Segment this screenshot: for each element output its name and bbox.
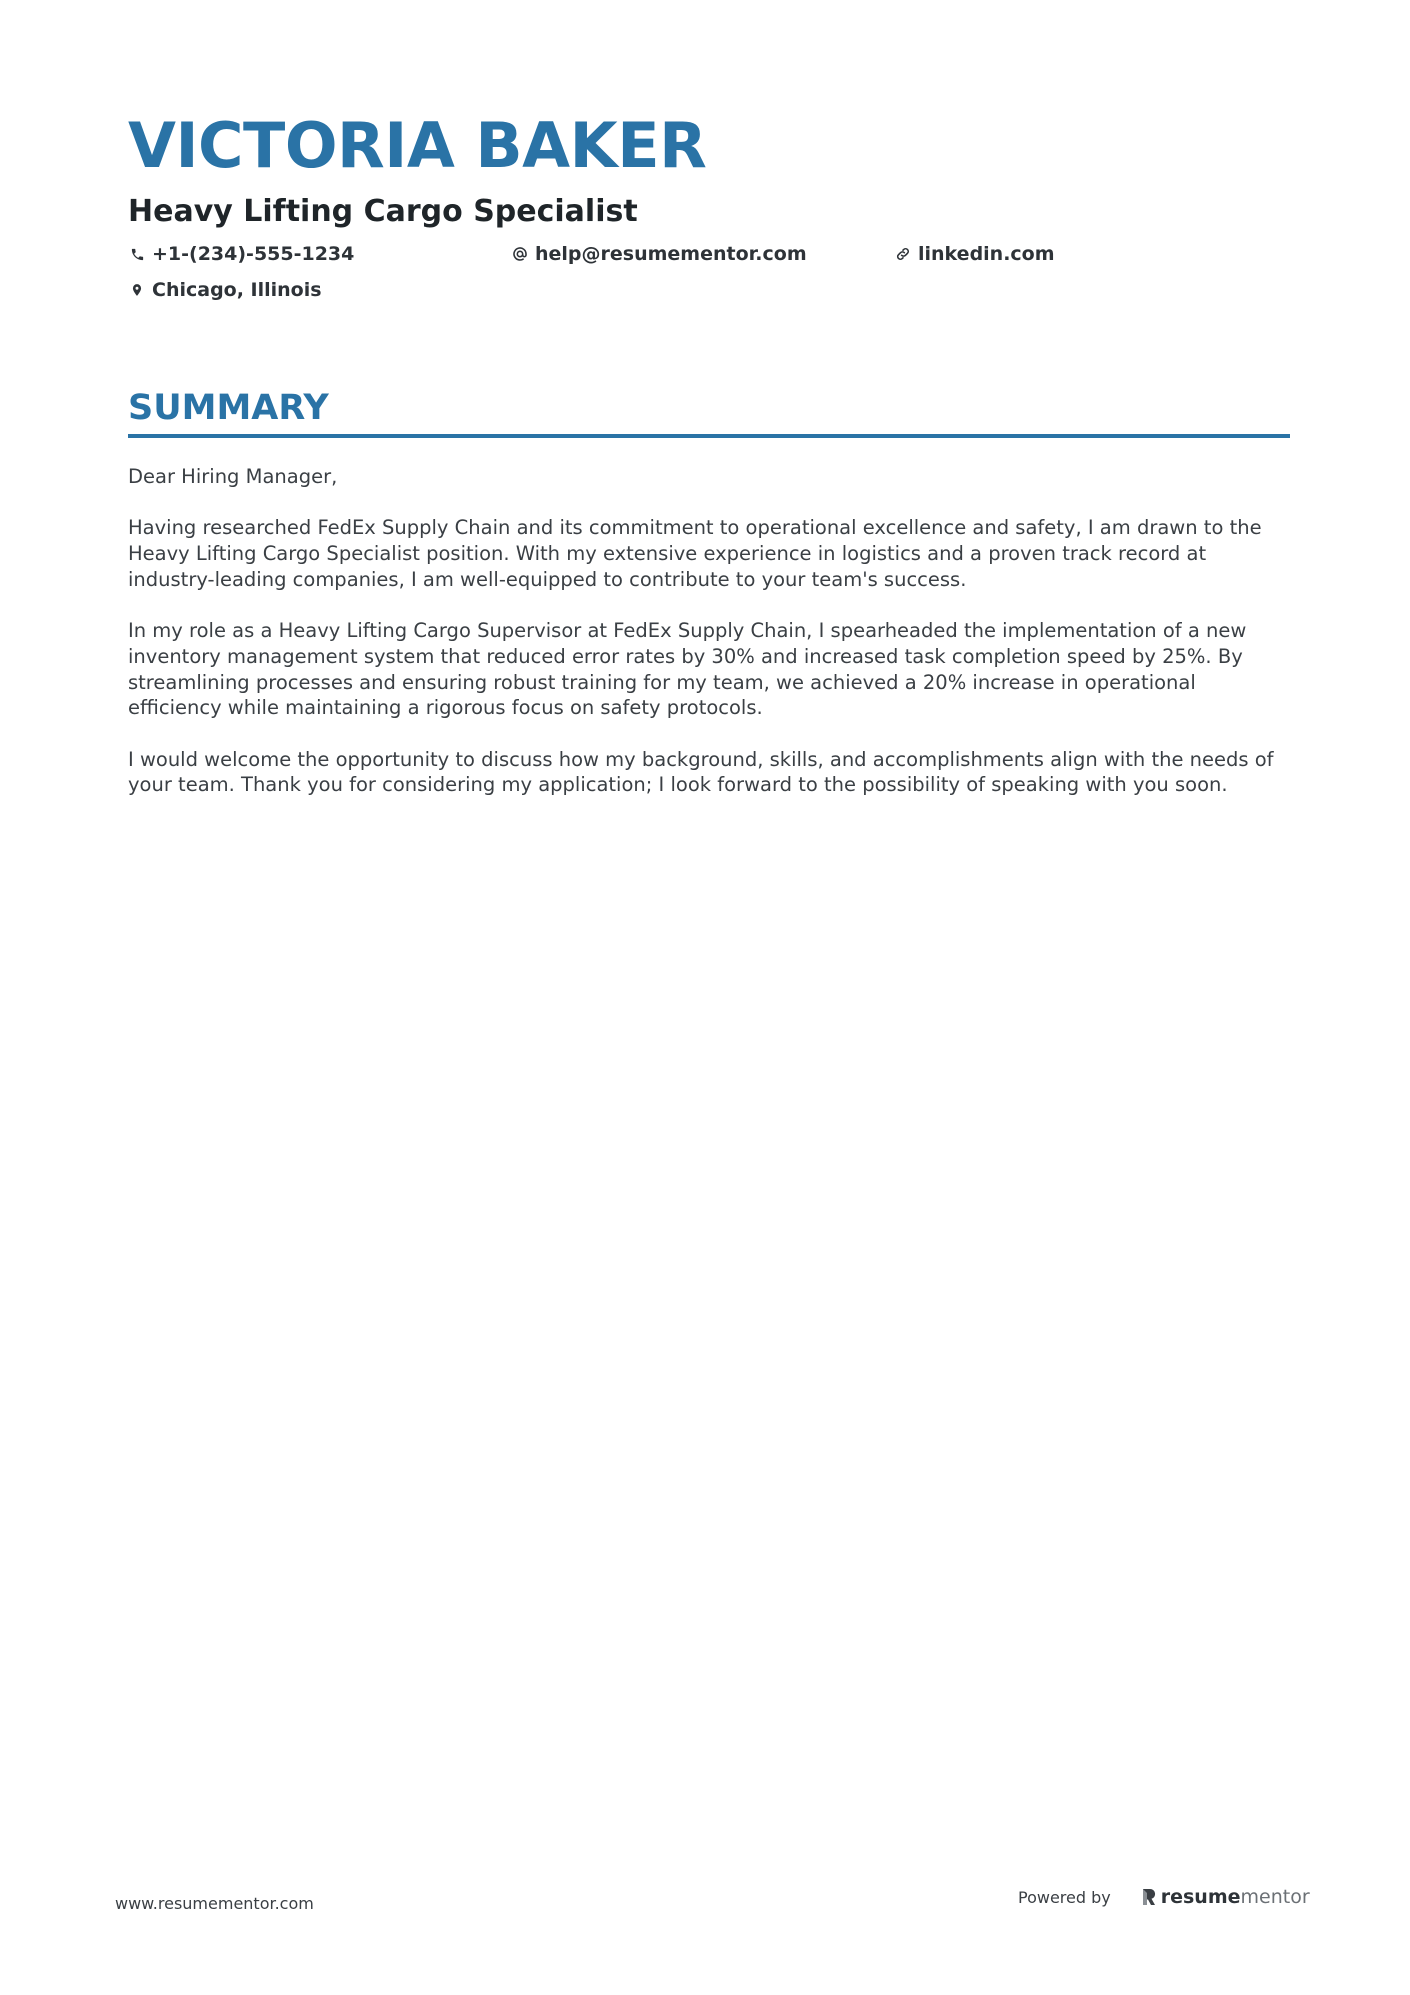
- candidate-name: VICTORIA BAKER: [128, 109, 707, 182]
- paragraph-closing: I would welcome the opportunity to discuss how my background, skills, and accomplishments align with the needs of your team. Thank you for considering my application; I look forward to the possibility of speaking with you soon.: [128, 747, 1274, 797]
- brand-name-bold: resume: [1160, 1886, 1241, 1908]
- map-pin-icon: [128, 281, 146, 299]
- link-icon: [894, 245, 912, 263]
- brand-logo[interactable]: [1141, 1886, 1310, 1908]
- contact-list: [128, 240, 1288, 312]
- contact-link[interactable]: [894, 240, 1055, 268]
- at-icon: [511, 245, 529, 263]
- brand-name-light: mentor: [1240, 1886, 1310, 1908]
- paragraph-experience: In my role as a Heavy Lifting Cargo Supervisor at FedEx Supply Chain, I spearheaded the implementation of a new inventory management system that reduced error rates by 30% and increased task completion speed by 25%. By streamlining processes and ensuring robust training for my team, we achieved a 20% increase in operational efficiency while maintaining a rigorous focus on safety protocols.: [128, 619, 1247, 720]
- resume-header: [128, 108, 1288, 312]
- location-text: Chicago, Illinois: [152, 279, 322, 301]
- job-title: Heavy Lifting Cargo Specialist: [128, 194, 638, 229]
- footer-branding: [1018, 1886, 1310, 1908]
- powered-by-text: Powered by: [1018, 1887, 1111, 1907]
- email-text[interactable]: help@resumementor.com: [535, 243, 807, 265]
- phone-icon: [128, 245, 146, 263]
- phone-text: +1-(234)-555-1234: [152, 243, 355, 265]
- link-text[interactable]: linkedin.com: [918, 243, 1055, 265]
- section-divider: [128, 434, 1290, 438]
- contact-phone: [128, 240, 354, 268]
- contact-email[interactable]: [511, 240, 807, 268]
- paragraph-intro: Having researched FedEx Supply Chain and its commitment to operational excellence and safety, I am drawn to the Heavy Lifting Cargo Specialist position. With my extensive experience in logistics and a proven track record at industry-leading companies, I am well-equipped to contribute to your team's success.: [128, 516, 1262, 591]
- resumementor-logo-icon: [1141, 1887, 1157, 1907]
- cover-letter-body: [128, 464, 1290, 798]
- section-heading: SUMMARY: [128, 388, 329, 428]
- contact-location: [128, 276, 322, 304]
- salutation: Dear Hiring Manager,: [128, 465, 338, 488]
- footer-website[interactable]: www.resumementor.com: [115, 1894, 314, 1913]
- summary-section: [128, 384, 1290, 824]
